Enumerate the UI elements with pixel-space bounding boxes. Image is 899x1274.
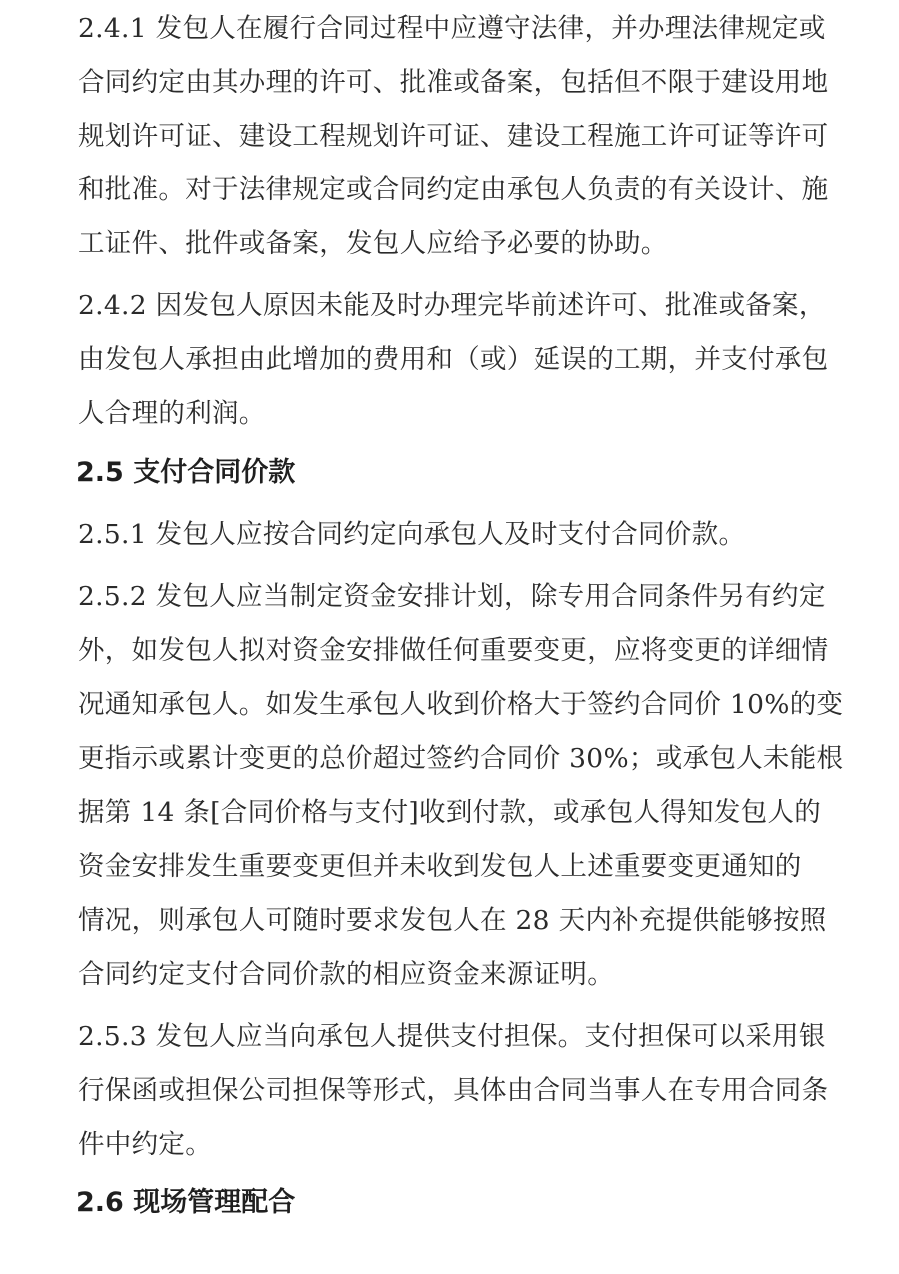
clause-2-5-1-line-1: 2.5.1 发包人应按合同约定向承包人及时支付合同价款。 [78,519,746,550]
section-heading-2-5: 2.5 支付合同价款 [76,457,296,488]
clause-2-5-2-line-7: 情况，则承包人可随时要求发包人在 28 天内补充提供能够按照 [78,905,827,936]
clause-2-4-1-line-3: 规划许可证、建设工程规划许可证、建设工程施工许可证等许可 [78,121,829,152]
clause-2-5-2-line-4: 更指示或累计变更的总价超过签约合同价 30%；或承包人未能根 [78,743,844,774]
clause-2-5-2-line-5: 据第 14 条[合同价格与支付]收到付款，或承包人得知发包人的 [78,797,822,828]
clause-2-5-2-line-8: 合同约定支付合同价款的相应资金来源证明。 [78,959,614,990]
clause-2-4-2-line-1: 2.4.2 因发包人原因未能及时办理完毕前述许可、批准或备案， [78,290,826,321]
clause-2-4-2-line-2: 由发包人承担由此增加的费用和（或）延误的工期，并支付承包 [78,344,829,375]
clause-2-4-1-line-4: 和批准。对于法律规定或合同约定由承包人负责的有关设计、施 [78,174,829,205]
clause-2-5-3-line-3: 件中约定。 [78,1129,212,1160]
clause-2-4-1-line-1: 2.4.1 发包人在履行合同过程中应遵守法律，并办理法律规定或 [78,13,826,44]
clause-2-5-2-line-1: 2.5.2 发包人应当制定资金安排计划，除专用合同条件另有约定 [78,581,826,612]
clause-2-4-1-line-5: 工证件、批件或备案，发包人应给予必要的协助。 [78,228,668,259]
clause-2-4-1-line-2: 合同约定由其办理的许可、批准或备案，包括但不限于建设用地 [78,67,829,98]
clause-2-5-2-line-2: 外，如发包人拟对资金安排做任何重要变更，应将变更的详细情 [78,635,829,666]
clause-2-4-2-line-3: 人合理的利润。 [78,398,266,429]
clause-2-5-2-line-3: 况通知承包人。如发生承包人收到价格大于签约合同价 10%的变 [78,689,844,720]
clause-2-5-3-line-1: 2.5.3 发包人应当向承包人提供支付担保。支付担保可以采用银 [78,1021,826,1052]
clause-2-5-3-line-2: 行保函或担保公司担保等形式，具体由合同当事人在专用合同条 [78,1075,829,1106]
section-heading-2-6: 2.6 现场管理配合 [76,1187,296,1218]
clause-2-5-2-line-6: 资金安排发生重要变更但并未收到发包人上述重要变更通知的 [78,851,802,882]
